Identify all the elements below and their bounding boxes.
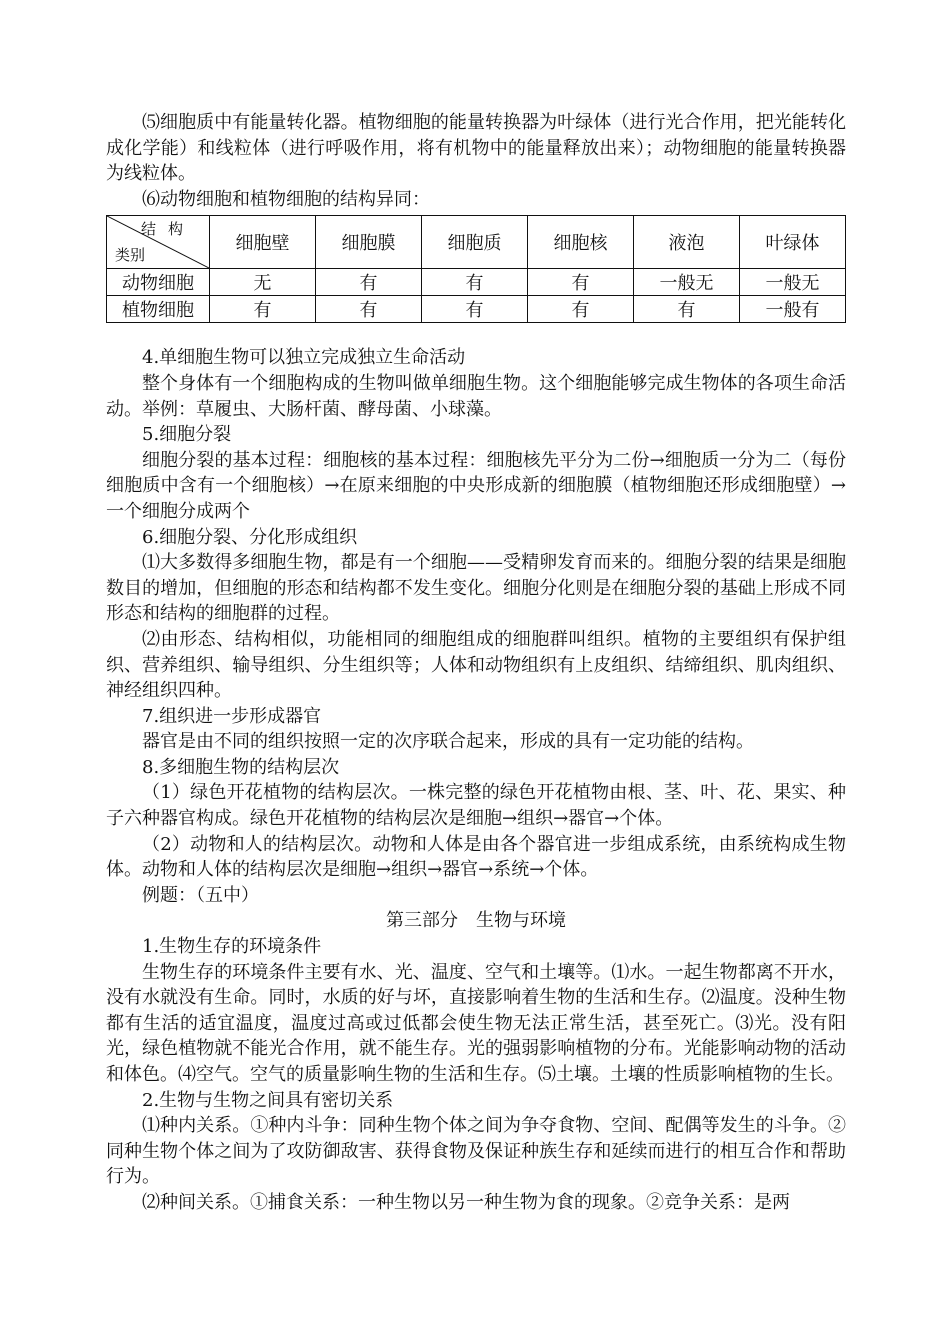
table-cell: 有 — [528, 269, 634, 296]
table-cell: 有 — [316, 296, 422, 323]
part3-paragraph-2b: ⑵种间关系。①捕食关系：一种生物以另一种生物为食的现象。②竞争关系：是两 — [142, 1191, 790, 1213]
table-header-row — [107, 216, 846, 269]
table-row — [107, 296, 846, 323]
part-title: 第三部分 生物与环境 — [386, 910, 566, 932]
heading-8: 8.多细胞生物的结构层次 — [142, 756, 340, 778]
table-cell: 有 — [422, 296, 528, 323]
column-header: 液泡 — [634, 216, 740, 269]
heading-4: 4.单细胞生物可以独立完成独立生命活动 — [142, 347, 466, 369]
table-cell: 有 — [316, 269, 422, 296]
table-row — [107, 269, 846, 296]
column-header: 叶绿体 — [740, 216, 846, 269]
table-corner-cell — [107, 216, 210, 269]
table-cell: 有 — [210, 296, 316, 323]
corner-label-category: 类别 — [115, 246, 146, 265]
table-cell: 有 — [634, 296, 740, 323]
paragraph-5: 细胞分裂的基本过程：细胞核的基本过程：细胞核先平分为二份→细胞质一分为二（每份细胞质中含有一个细胞核）→在原来细胞的中央形成新的细胞膜（植物细胞还形成细胞壁）→一个细胞分成两个 — [106, 449, 846, 522]
column-header: 细胞壁 — [210, 216, 316, 269]
paragraph-8b: （2）动物和人的结构层次。动物和人体是由各个器官进一步组成系统，由系统构成生物体。动物和人体的结构层次是细胞→组织→器官→系统→个体。 — [106, 833, 846, 881]
heading-6: 6.细胞分裂、分化形成组织 — [142, 526, 358, 548]
table-cell: 有 — [422, 269, 528, 296]
table-cell: 一般无 — [634, 269, 740, 296]
part3-heading-2: 2.生物与生物之间具有密切关系 — [142, 1089, 394, 1111]
heading-5: 5.细胞分裂 — [142, 424, 232, 446]
table-cell: 无 — [210, 269, 316, 296]
table-cell: 有 — [528, 296, 634, 323]
cell-structure-table — [106, 215, 846, 323]
corner-label-structure: 结构 — [140, 220, 195, 239]
paragraph-4: 整个身体有一个细胞构成的生物叫做单细胞生物。这个细胞能够完成生物体的各项生命活动。举例：草履虫、大肠杆菌、酵母菌、小球藻。 — [106, 372, 846, 420]
part3-paragraph-2a: ⑴种内关系。①种内斗争：同种生物个体之间为争夺食物、空间、配偶等发生的斗争。②同种生物个体之间为了攻防御敌害、获得食物及保证种族生存和延续而进行的相互合作和帮助行为。 — [106, 1115, 846, 1188]
column-header: 细胞膜 — [316, 216, 422, 269]
heading-7: 7.组织进一步形成器官 — [142, 705, 322, 727]
row-label: 动物细胞 — [107, 269, 210, 296]
column-header: 细胞核 — [528, 216, 634, 269]
example-label: 例题：（五中） — [142, 884, 259, 906]
paragraph-6a: ⑴大多数得多细胞生物，都是有一个细胞——受精卵发育而来的。细胞分裂的结果是细胞数目的增加，但细胞的形态和结构都不发生变化。细胞分化则是在细胞分裂的基础上形成不同形态和结构的细胞群的过程。 — [106, 552, 846, 625]
document-page — [106, 110, 846, 1216]
part3-paragraph-1: 生物生存的环境条件主要有水、光、温度、空气和土壤等。⑴水。一起生物都离不开水，没有水就没有生命。同时，水质的好与坏，直接影响着生物的生活和生存。⑵温度。没种生物都有生活的适宜温度，温度过高或过低都会使生物无法正常生活，甚至死亡。⑶光。没有阳光，绿色植物就不能光合作用，就不能生存。光的强弱影响植物的分布。光能影响动物的活动和体色。⑷空气。空气的质量影响生物的生活和生存。⑸土壤。土壤的性质影响植物的生长。 — [106, 961, 846, 1085]
paragraph-6b: ⑵由形态、结构相似，功能相同的细胞组成的细胞群叫组织。植物的主要组织有保护组织、营养组织、输导组织、分生组织等；人体和动物组织有上皮组织、结缔组织、肌肉组织、神经组织四种。 — [106, 628, 846, 702]
row-label: 植物细胞 — [107, 296, 210, 323]
paragraph-table-intro: ⑹动物细胞和植物细胞的结构异同： — [142, 188, 430, 210]
part3-heading-1: 1.生物生存的环境条件 — [142, 936, 322, 958]
paragraph-7: 器官是由不同的组织按照一定的次序联合起来，形成的具有一定功能的结构。 — [142, 731, 754, 753]
paragraph-8a: （1）绿色开花植物的结构层次。一株完整的绿色开花植物由根、茎、叶、花、果实、种子六种器官构成。绿色开花植物的结构层次是细胞→组织→器官→个体。 — [106, 782, 846, 830]
table-cell: 一般有 — [740, 296, 846, 323]
paragraph-energy-converters: ⑸细胞质中有能量转化器。植物细胞的能量转换器为叶绿体（进行光合作用，把光能转化成化学能）和线粒体（进行呼吸作用，将有机物中的能量释放出来）；动物细胞的能量转换器为线粒体。 — [106, 112, 846, 185]
table-cell: 一般无 — [740, 269, 846, 296]
column-header: 细胞质 — [422, 216, 528, 269]
